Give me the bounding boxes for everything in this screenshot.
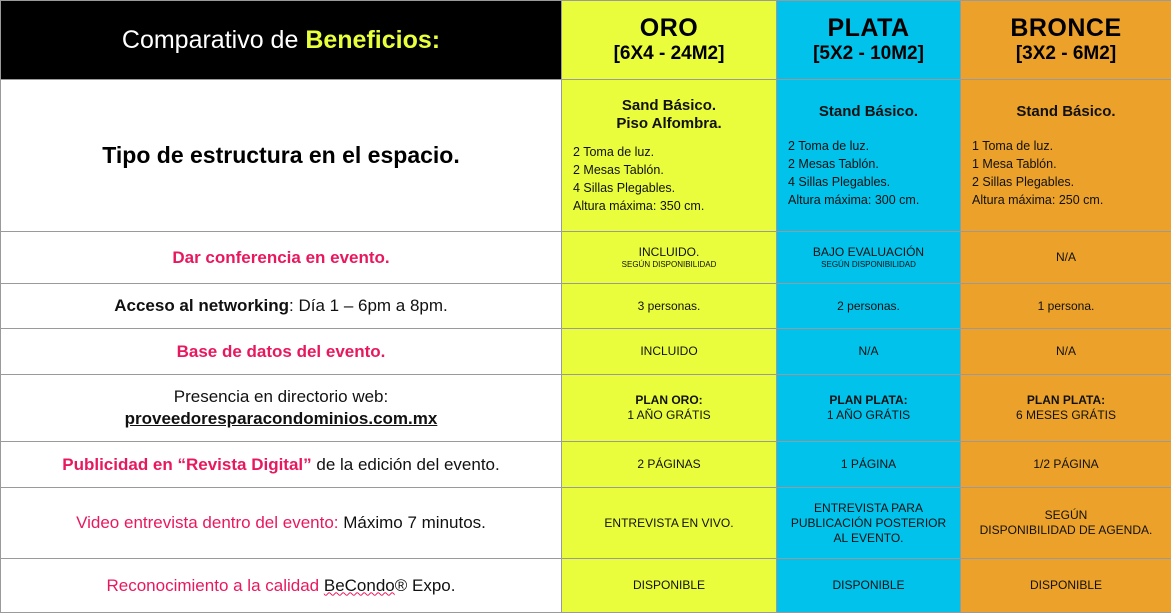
directorio-oro-head: PLAN ORO:	[635, 393, 703, 407]
base-datos-oro: INCLUIDO	[562, 329, 777, 375]
networking-oro: 3 personas.	[562, 284, 777, 329]
video-oro: ENTREVISTA EN VIVO.	[562, 488, 777, 559]
conferencia-plata-value: BAJO EVALUACIÓN	[812, 245, 925, 259]
video-plata-line3: AL EVENTO.	[833, 530, 904, 545]
directorio-oro-value: 1 AÑO GRÁTIS	[627, 408, 711, 422]
directorio-bronce	[961, 375, 1171, 442]
row-label-estructura	[1, 80, 562, 232]
row-base-datos	[1, 329, 1171, 375]
list-item: Altura máxima: 250 cm.	[972, 192, 1104, 207]
plan-size-bronce: [3X2 - 6M2]	[1015, 43, 1117, 64]
conferencia-oro-value: INCLUIDO.	[638, 245, 700, 259]
publicidad-oro: 2 PÁGINAS	[562, 442, 777, 488]
plan-name-bronce: BRONCE	[1010, 14, 1122, 42]
reconocimiento-oro: DISPONIBLE	[562, 559, 777, 613]
video-plata-line2: PUBLICACIÓN POSTERIOR	[790, 515, 947, 530]
plan-size-plata: [5X2 - 10M2]	[813, 43, 924, 64]
list-item: 2 Toma de luz.	[573, 144, 655, 159]
directorio-plata-value: 1 AÑO GRÁTIS	[826, 408, 911, 422]
list-item: 2 Mesas Tablón.	[573, 162, 664, 177]
publicidad-label-highlight: Publicidad en “Revista Digital”	[62, 454, 312, 474]
list-item: 2 Toma de luz.	[788, 138, 870, 153]
list-item: 2 Sillas Plegables.	[972, 174, 1075, 189]
title-highlight: Beneficios:	[305, 25, 441, 54]
directorio-plata	[777, 375, 961, 442]
estructura-label: Tipo de estructura en el espacio.	[102, 142, 460, 168]
reconocimiento-brand: BeCondo	[323, 575, 395, 595]
list-item: 1 Toma de luz.	[972, 138, 1054, 153]
table-title	[1, 1, 562, 80]
networking-label-rest: : Día 1 – 6pm a 8pm.	[289, 296, 448, 315]
plan-header-bronce	[961, 1, 1171, 80]
row-video	[1, 488, 1171, 559]
base-datos-label: Base de datos del evento.	[176, 341, 386, 361]
directorio-link[interactable]: proveedoresparacondominios.com.mx	[124, 409, 438, 428]
directorio-bronce-value: 6 MESES GRÁTIS	[1015, 408, 1117, 422]
estructura-bronce-head1: Stand Básico.	[1016, 102, 1116, 120]
directorio-label-line1: Presencia en directorio web:	[173, 387, 389, 406]
list-item: Altura máxima: 350 cm.	[573, 198, 705, 213]
conferencia-plata	[777, 232, 961, 284]
video-label-highlight: Video entrevista dentro del evento:	[76, 513, 339, 532]
conferencia-oro	[562, 232, 777, 284]
row-label-video	[1, 488, 562, 559]
reconocimiento-bronce: DISPONIBLE	[961, 559, 1171, 613]
row-estructura	[1, 80, 1171, 232]
publicidad-plata: 1 PÁGINA	[777, 442, 961, 488]
row-reconocimiento	[1, 559, 1171, 613]
reconocimiento-label-rest: ® Expo.	[394, 575, 456, 595]
directorio-plata-head: PLAN PLATA:	[829, 393, 908, 407]
reconocimiento-plata: DISPONIBLE	[777, 559, 961, 613]
networking-bronce: 1 persona.	[961, 284, 1171, 329]
plan-name-plata: PLATA	[827, 14, 910, 42]
plan-size-oro: [6X4 - 24M2]	[613, 43, 725, 64]
list-item: Altura máxima: 300 cm.	[788, 192, 920, 207]
estructura-oro-list	[562, 143, 776, 215]
video-label-rest: Máximo 7 minutos.	[338, 513, 486, 532]
list-item: 1 Mesa Tablón.	[972, 156, 1057, 171]
video-plata-line1: ENTREVISTA PARA	[814, 500, 923, 515]
estructura-bronce	[961, 80, 1171, 232]
base-datos-bronce: N/A	[961, 329, 1171, 375]
conferencia-bronce	[961, 232, 1171, 284]
conferencia-plata-note: SEGÚN DISPONIBILIDAD	[821, 260, 916, 269]
publicidad-bronce: 1/2 PÁGINA	[961, 442, 1171, 488]
video-plata	[777, 488, 961, 559]
plan-name-oro: ORO	[639, 14, 699, 42]
video-bronce-line2: DISPONIBILIDAD DE AGENDA.	[979, 523, 1153, 537]
list-item: 2 Mesas Tablón.	[788, 156, 879, 171]
row-label-networking	[1, 284, 562, 329]
video-bronce	[961, 488, 1171, 559]
title-prefix: Comparativo de	[121, 25, 306, 54]
estructura-oro	[562, 80, 777, 232]
video-bronce-line1: SEGÚN	[1044, 508, 1088, 522]
row-label-conferencia	[1, 232, 562, 284]
directorio-bronce-head: PLAN PLATA:	[1026, 393, 1106, 407]
list-item: 4 Sillas Plegables.	[788, 174, 891, 189]
networking-label-bold: Acceso al networking	[114, 296, 290, 315]
estructura-plata-head1: Stand Básico.	[818, 102, 919, 120]
row-directorio	[1, 375, 1171, 442]
row-publicidad	[1, 442, 1171, 488]
networking-plata: 2 personas.	[777, 284, 961, 329]
row-label-directorio	[1, 375, 562, 442]
estructura-bronce-list	[961, 137, 1171, 209]
row-networking	[1, 284, 1171, 329]
conferencia-label: Dar conferencia en evento.	[172, 247, 390, 267]
publicidad-label-rest: de la edición del evento.	[311, 454, 500, 474]
directorio-oro	[562, 375, 777, 442]
row-label-reconocimiento	[1, 559, 562, 613]
row-label-publicidad	[1, 442, 562, 488]
row-label-base-datos	[1, 329, 562, 375]
list-item: 4 Sillas Plegables.	[573, 180, 676, 195]
conferencia-oro-note: SEGÚN DISPONIBILIDAD	[621, 260, 717, 269]
plan-header-plata	[777, 1, 961, 80]
estructura-plata-list	[777, 137, 960, 209]
reconocimiento-label-highlight: Reconocimiento a la calidad	[106, 575, 324, 595]
header-row	[1, 1, 1171, 80]
plan-header-oro	[562, 1, 777, 80]
row-conferencia	[1, 232, 1171, 284]
conferencia-bronce-value: N/A	[1055, 250, 1076, 264]
estructura-oro-head1: Sand Básico.	[621, 96, 717, 114]
estructura-plata	[777, 80, 961, 232]
base-datos-plata: N/A	[777, 329, 961, 375]
estructura-oro-head2: Piso Alfombra.	[616, 114, 722, 132]
